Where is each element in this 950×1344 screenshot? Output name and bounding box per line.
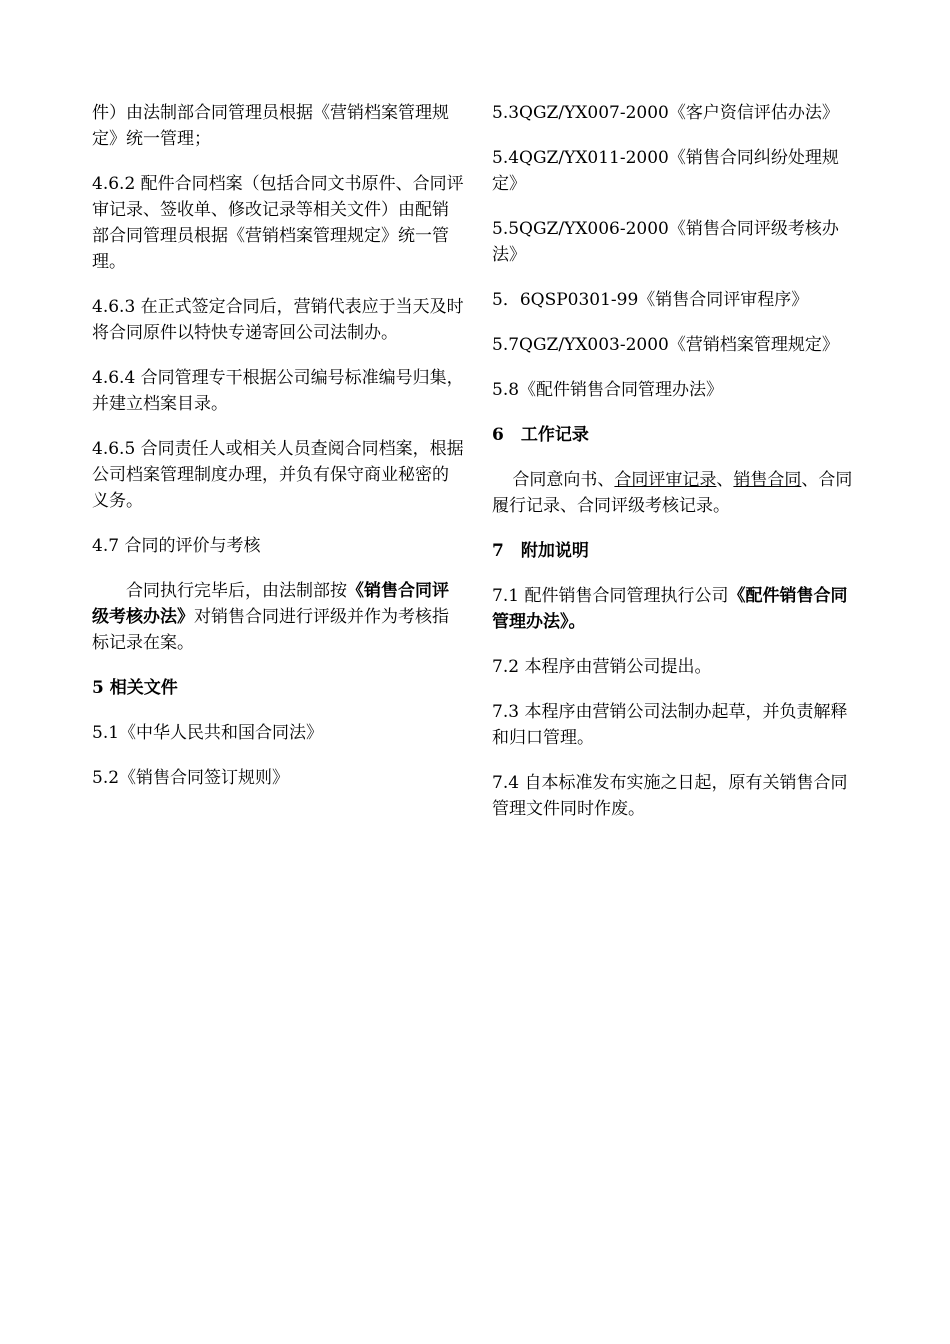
paragraph-7-2: 7.2 本程序由营销公司提出。 xyxy=(492,657,712,677)
text-segment: 、合同履行记录、合同评级考核记录。 xyxy=(492,470,853,516)
bold-reference: 《销售合同评级考核办法》 xyxy=(92,581,449,627)
text-segment: 、 xyxy=(716,470,734,490)
bold-reference: 《配件销售合同管理办法》。 xyxy=(492,586,848,632)
reference-5-3: 5.3QGZ/YX007-2000《客户资信评估办法》 xyxy=(492,103,839,123)
paragraph-4-6-3: 4.6.3 在正式签定合同后，营销代表应于当天及时将合同原件以特快专递寄回公司法制办。 xyxy=(92,297,464,343)
right-column xyxy=(492,100,864,841)
work-records-paragraph xyxy=(492,467,864,519)
paragraph-4-6-4: 4.6.4 合同管理专干根据公司编号标准编号归集，并建立档案目录。 xyxy=(92,368,464,414)
paragraph-4-6-2: 4.6.2 配件合同档案（包括合同文书原件、合同评审记录、签收单、修改记录等相关文件）由配销部合同管理员根据《营销档案管理规定》统一管理。 xyxy=(92,174,464,272)
paragraph-7-4: 7.4 自本标准发布实施之日起，原有关销售合同管理文件同时作废。 xyxy=(492,773,848,819)
reference-5-8: 5.8《配件销售合同管理办法》 xyxy=(492,380,724,400)
section-5-heading: 5 相关文件 xyxy=(92,678,178,698)
left-column xyxy=(92,100,464,810)
paragraph-7-1 xyxy=(492,583,864,635)
text-segment: 7.1 配件销售合同管理执行公司 xyxy=(492,586,729,606)
reference-5-7: 5.7QGZ/YX003-2000《营销档案管理规定》 xyxy=(492,335,839,355)
reference-5-2: 5.2《销售合同签订规则》 xyxy=(92,768,290,788)
text-segment: 合同执行完毕后，由法制部按 xyxy=(126,581,347,601)
reference-5-4: 5.4QGZ/YX011-2000《销售合同纠纷处理规定》 xyxy=(492,148,839,194)
section-6-heading: 6 工作记录 xyxy=(492,425,589,445)
paragraph-4-6-1-end: 件）由法制部合同管理员根据《营销档案管理规定》统一管理； xyxy=(92,103,449,149)
reference-5-5: 5.5QGZ/YX006-2000《销售合同评级考核办法》 xyxy=(492,219,839,265)
reference-5-6: 5．6QSP0301-99《销售合同评审程序》 xyxy=(492,290,809,310)
section-7-heading: 7 附加说明 xyxy=(492,541,589,561)
text-segment: 对销售合同进行评级并作为考核指标记录在案。 xyxy=(92,607,449,653)
paragraph-4-7-body xyxy=(92,578,464,656)
reference-5-1: 5.1《中华人民共和国合同法》 xyxy=(92,723,324,743)
section-4-7-title: 4.7 合同的评价与考核 xyxy=(92,536,261,556)
paragraph-4-6-5: 4.6.5 合同责任人或相关人员查阅合同档案，根据公司档案管理制度办理，并负有保守商业秘密的义务。 xyxy=(92,439,464,511)
underlined-record: 销售合同 xyxy=(733,470,802,490)
text-segment: 合同意向书、 xyxy=(512,470,615,490)
underlined-record: 合同评审记录 xyxy=(614,470,717,490)
paragraph-7-3: 7.3 本程序由营销公司法制办起草，并负责解释和归口管理。 xyxy=(492,702,848,748)
